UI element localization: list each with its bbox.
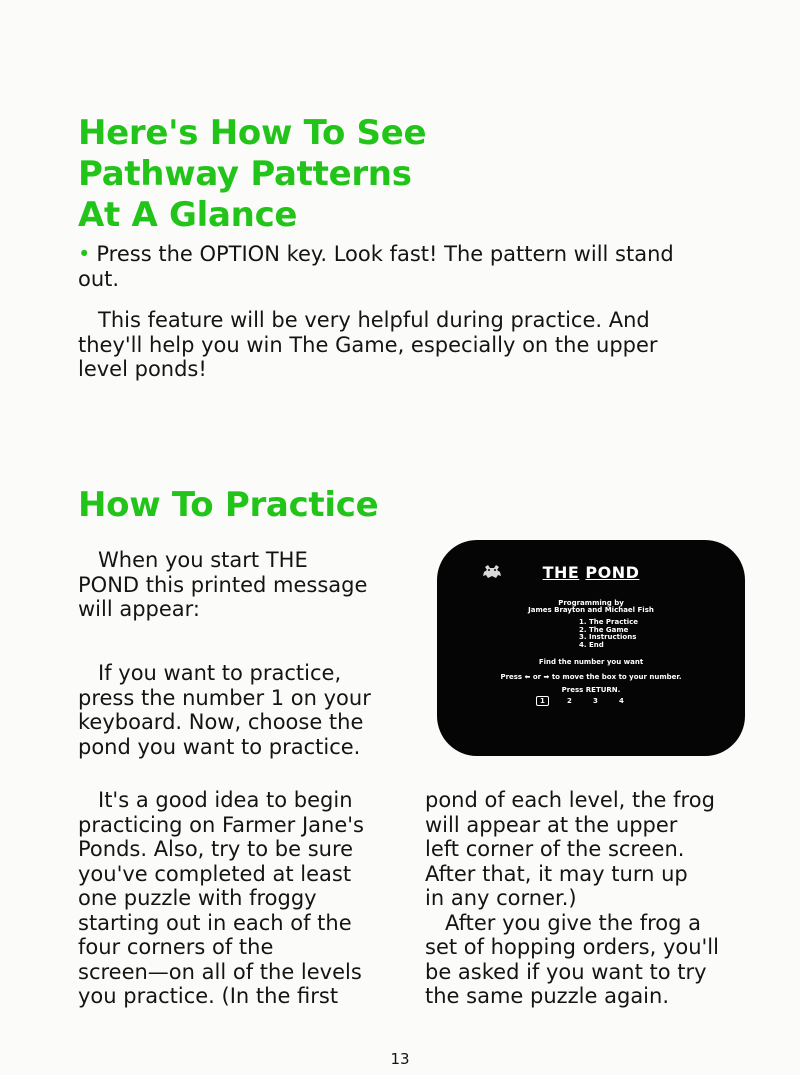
option-2: 2: [567, 697, 572, 705]
section-heading-pathway-patterns: [78, 113, 426, 236]
authors-label: James Brayton and Michael Fish: [528, 606, 654, 614]
text-line: in any corner.): [425, 886, 577, 910]
text-line: will appear at the upper: [425, 812, 678, 837]
text-line: When you start THE: [98, 548, 308, 572]
text-line: you practice. (In the first: [78, 984, 339, 1008]
paragraph-left-column: [78, 788, 364, 1009]
text-line: four corners of the: [78, 935, 274, 959]
menu-item: 2. The Game: [579, 625, 629, 634]
text-line: It's a good idea to begin: [98, 788, 353, 812]
text-line: Ponds. Also, try to be sure: [78, 837, 354, 861]
screen-title: THE POND: [542, 563, 640, 582]
bullet-icon: •: [78, 242, 91, 266]
text-line: screen—on all of the levels: [78, 959, 362, 984]
menu-item: 3. Instructions: [579, 633, 637, 641]
option-box-1: 1: [536, 697, 549, 705]
text-line: be asked if you want to try: [425, 959, 707, 984]
text-line: pond you want to practice.: [78, 734, 361, 759]
text-line: one puzzle with froggy: [78, 886, 317, 910]
text-line: Press the OPTION key. Look fast! The pattern will stand: [96, 242, 674, 266]
text-line: This feature will be very helpful during practice. And: [98, 308, 650, 332]
page-number: 13: [390, 1050, 410, 1068]
heading-line: Pathway Patterns: [78, 154, 412, 194]
bullet-option-key: [78, 242, 674, 291]
menu-item: 4. End: [579, 640, 604, 649]
menu-item: 1. The Practice: [579, 618, 639, 626]
text-line: If you want to practice,: [98, 661, 342, 685]
paragraph-right-column: [425, 788, 719, 1009]
text-line: pond of each level, the frog: [425, 788, 715, 812]
option-4: 4: [619, 697, 624, 705]
text-line: you've completed at least: [78, 861, 352, 886]
heading-line: At A Glance: [78, 195, 298, 235]
text-line: starting out in each of the: [78, 910, 352, 935]
text-line: the same puzzle again.: [425, 984, 670, 1008]
text-line: set of hopping orders, you'll: [425, 935, 719, 959]
text-line: level ponds!: [78, 357, 207, 381]
press-return-label: Press RETURN.: [561, 686, 621, 694]
paragraph-start-message: [78, 548, 367, 622]
text-line: left corner of the screen.: [425, 837, 685, 861]
find-number-label: Find the number you want: [538, 658, 644, 666]
text-line: press the number 1 on your: [78, 685, 371, 710]
text-line: practicing on Farmer Jane's: [78, 812, 364, 837]
arrow-instructions: Press ⬅ or ➡ to move the box to your number.: [500, 673, 682, 681]
programming-label: Programming by: [558, 599, 624, 607]
text-line: they'll help you win The Game, especially on the upper: [78, 332, 658, 357]
game-title-screen: [437, 540, 745, 756]
text-line: will appear:: [78, 597, 201, 621]
text-line: out.: [78, 266, 120, 291]
option-3: 3: [593, 697, 598, 705]
text-line: After you give the frog a: [445, 910, 701, 935]
screen-menu: [579, 619, 638, 649]
section-heading-how-to-practice: How To Practice: [78, 485, 379, 525]
text-line: keyboard. Now, choose the: [78, 710, 364, 734]
text-line: POND this printed message: [78, 572, 368, 597]
text-line: After that, it may turn up: [425, 861, 688, 886]
paragraph-practice-instructions: [78, 661, 371, 759]
paragraph-feature-helpful: [78, 308, 658, 382]
heading-line: Here's How To See: [78, 113, 427, 153]
